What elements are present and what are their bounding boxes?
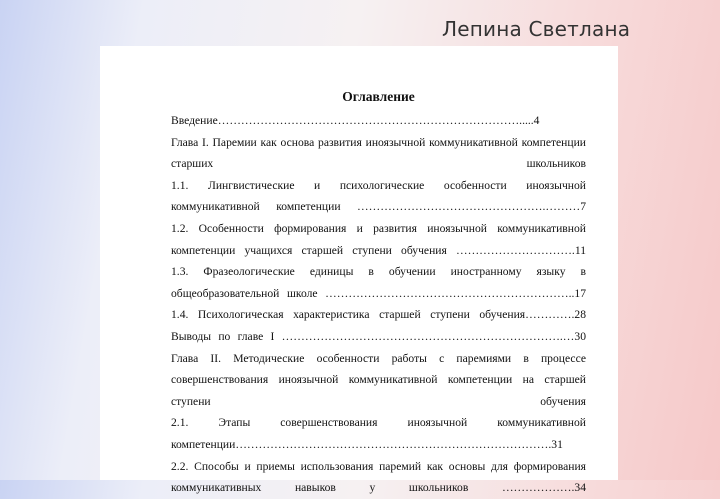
table-of-contents [171,88,586,499]
toc-entry-chapter-1-conclusions [171,326,586,348]
toc-entry-text: 1.1. Лингвистические и психологические особенности иноязычной коммуникативной компетенции ………………………………………….………7 [171,178,586,214]
toc-entry-1-2 [171,218,586,261]
toc-entry-text: 2.2. Способы и приемы использования паремий как основы для формирования коммуникативных навыков у школьников ……………….34 [171,459,586,495]
toc-entry-text: Выводы по главе I ……………………………………………………………….…30 [171,329,586,343]
toc-entry-text: Введение…………………………………………………………………….....4 [171,114,540,127]
toc-entry-1-1 [171,175,586,218]
author-name: Лепина Светлана [442,17,631,41]
toc-entry-text: 1.2. Особенности формирования и развития иноязычной коммуникативной компетенции учащихся старшей ступени обучения ………………………….11 [171,221,586,257]
toc-entry-2-1 [171,412,586,455]
toc-entry-introduction [171,110,586,132]
toc-entry-2-2 [171,456,586,499]
toc-entry-1-3 [171,261,586,304]
toc-entry-chapter-1 [171,132,586,175]
toc-entry-text: Глава II. Методические особенности работы с паремиями в процессе совершенствования иноязычной коммуникативной компетенции на старшей ступени обучения [171,351,586,408]
toc-entry-chapter-2 [171,348,586,413]
toc-entry-text: 1.3. Фразеологические единицы в обучении иностранному языку в общеобразовательной школе ………………………………………………………..17 [171,265,586,300]
toc-entry-text: Глава I. Паремии как основа развития иноязычной коммуникативной компетенции старших школьников [171,135,586,171]
toc-title: Оглавление [342,89,415,104]
toc-entry-text: 2.1. Этапы совершенствования иноязычной коммуникативной компетенции……………………………………………………………………….31 [171,416,586,451]
toc-entry-text: 1.4. Психологическая характеристика старшей ступени обучения………….28 [171,308,586,322]
toc-entry-1-4 [171,304,586,326]
document-page [100,46,618,495]
